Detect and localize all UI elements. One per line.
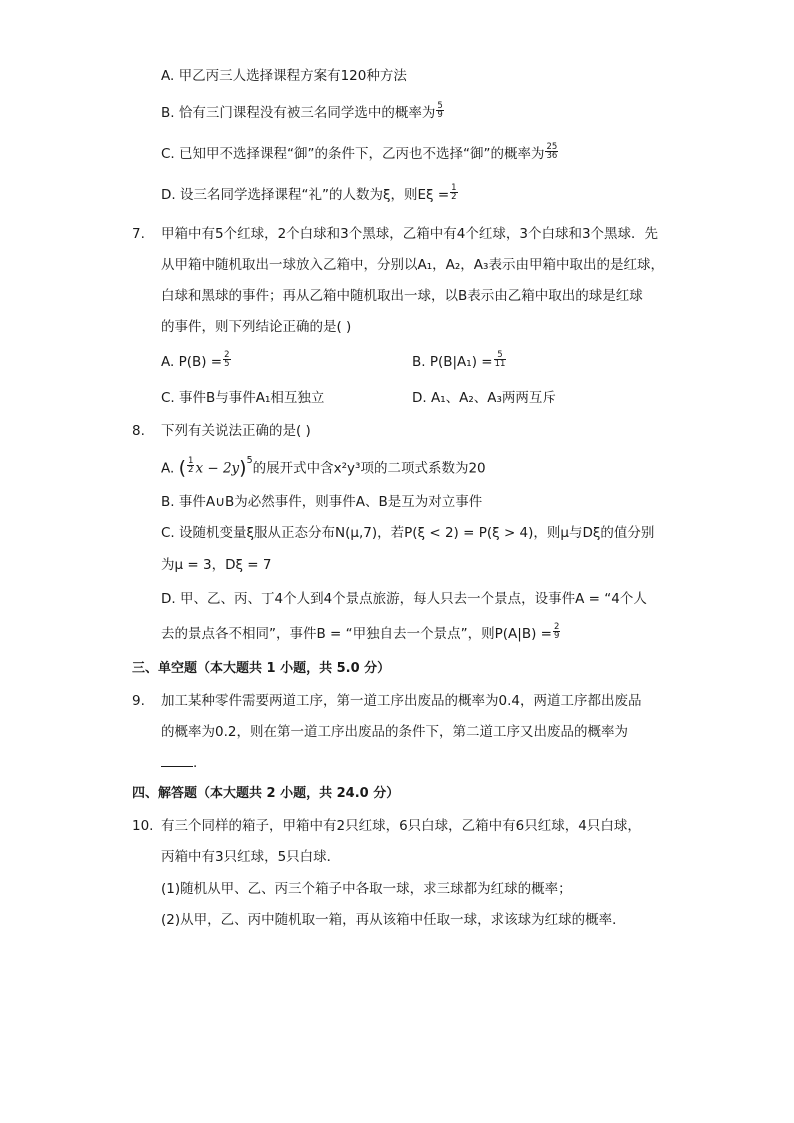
q9-end-mark: . — [193, 755, 198, 771]
q8-option-b: B. 事件A∪B为必然事件，则事件A、B是互为对立事件 — [161, 494, 483, 510]
q8-option-d-line-2 — [161, 621, 561, 643]
q7-option-b-fraction — [494, 351, 507, 368]
q7-option-b-text: B. P(B|A₁) = — [412, 354, 493, 370]
fraction-denominator: 11 — [494, 358, 506, 369]
q8-option-d-line-1: D. 甲、乙、丙、丁4个人到4个景点旅游，每人只去一个景点，设事件A = “4个人 — [161, 591, 647, 607]
fraction-denominator: 36 — [546, 150, 558, 161]
q10-stem-line-2: 丙箱中有3只红球，5只白球． — [161, 849, 341, 865]
fraction-numerator: 2 — [553, 621, 560, 632]
q8-option-c-line-1: C. 设随机变量ξ服从正态分布N(μ,7)，若P(ξ < 2) = P(ξ > 4)，则μ与Dξ的值分别 — [161, 525, 655, 541]
q7-option-a — [161, 349, 232, 371]
fraction-denominator: 9 — [553, 630, 560, 641]
q6-option-d-text: D. 设三名同学选择课程“礼”的人数为ξ，则Eξ = — [161, 187, 450, 203]
fraction-numerator: 25 — [546, 141, 558, 152]
q8-option-a-fraction — [187, 457, 194, 474]
q10-part-2: (2)从甲，乙、丙中随机取一箱，再从该箱中任取一球，求该球为红球的概率． — [161, 912, 626, 928]
fraction-numerator: 1 — [188, 456, 194, 466]
q6-option-b-text: B. 恰有三门课程没有被三名同学选中的概率为 — [161, 105, 436, 121]
q6-option-a: A. 甲乙丙三人选择课程方案有120种方法 — [161, 68, 407, 84]
q7-stem-line-1: 甲箱中有5个红球，2个白球和3个黑球，乙箱中有4个红球，3个白球和3个黑球．先 — [161, 226, 659, 242]
q9-answer-line — [161, 754, 197, 772]
q8-option-d-fraction — [553, 623, 560, 640]
q9-stem-line-2: 的概率为0.2，则在第一道工序出废品的条件下，第二道工序又出废品的概率为 — [161, 724, 628, 740]
q8-number: 8. — [132, 423, 145, 439]
q6-option-c — [161, 141, 559, 163]
q10-stem-line-1: 有三个同样的箱子，甲箱中有2只红球，6只白球，乙箱中有6只红球，4只白球， — [161, 818, 641, 834]
q8-option-a: A. ( $\frac{1}{2}$ x − 2y)$^5$的展开式中含x²y³项的二项式系数为20 — [161, 455, 486, 479]
q8-option-d-text: 去的景点各不相同”，事件B = “甲独自去一个景点”，则P(A|B) = — [161, 626, 552, 642]
q7-option-d: D. A₁、A₂、A₃两两互斥 — [412, 390, 556, 406]
q7-option-a-fraction — [223, 351, 230, 368]
q7-stem-line-2: 从甲箱中随机取出一球放入乙箱中，分别以A₁，A₂，A₃表示由甲箱中取出的是红球， — [161, 257, 664, 273]
fraction-denominator: 2 — [188, 465, 194, 475]
fraction-denominator: 9 — [437, 109, 443, 120]
q8-option-c-line-2: 为μ = 3，Dξ = 7 — [161, 557, 272, 573]
fraction-denominator: 2 — [451, 191, 457, 202]
q7-stem-line-3: 白球和黑球的事件；再从乙箱中随机取出一球，以B表示由乙箱中取出的球是红球 — [161, 288, 643, 304]
section-heading-solution: 四、解答题（本大题共 2 小题，共 24.0 分） — [132, 786, 400, 801]
q6-option-b-fraction — [436, 102, 443, 119]
q7-option-b — [412, 349, 507, 371]
fraction-numerator: 2 — [224, 349, 230, 360]
fraction-denominator: 5 — [224, 358, 230, 369]
q8-option-a-exponent: 5 — [246, 455, 253, 466]
q7-number: 7. — [132, 226, 145, 242]
q8-option-a-rest: 的展开式中含x²y³项的二项式系数为20 — [252, 460, 486, 477]
q8-option-a-prefix: A. — [161, 460, 175, 477]
q8-stem: 下列有关说法正确的是( ) — [161, 423, 311, 439]
q6-option-d-fraction — [450, 184, 457, 201]
q7-stem-line-4: 的事件，则下列结论正确的是( ) — [161, 319, 352, 335]
fraction-numerator: 5 — [494, 351, 507, 360]
q9-stem-line-1: 加工某种零件需要两道工序，第一道工序出废品的概率为0.4，两道工序都出废品 — [161, 693, 642, 709]
q9-number: 9. — [132, 693, 145, 709]
fraction-numerator: 5 — [437, 100, 443, 111]
q10-number: 10. — [132, 818, 154, 834]
q6-option-d — [161, 182, 459, 204]
section-heading-single-blank: 三、单空题（本大题共 1 小题，共 5.0 分） — [132, 661, 391, 676]
q8-option-a-base: x − 2y — [195, 460, 240, 477]
q6-option-b — [161, 100, 445, 122]
answer-blank[interactable] — [161, 754, 193, 767]
fraction-numerator: 1 — [451, 182, 457, 193]
q10-part-1: (1)随机从甲、乙、丙三个箱子中各取一球，求三球都为红球的概率； — [161, 881, 572, 897]
q7-option-c: C. 事件B与事件A₁相互独立 — [161, 390, 325, 406]
q6-option-c-fraction — [545, 143, 558, 160]
q7-option-a-text: A. P(B) = — [161, 354, 223, 370]
q6-option-c-text: C. 已知甲不选择课程“御”的条件下，乙丙也不选择“御”的概率为 — [161, 146, 545, 162]
